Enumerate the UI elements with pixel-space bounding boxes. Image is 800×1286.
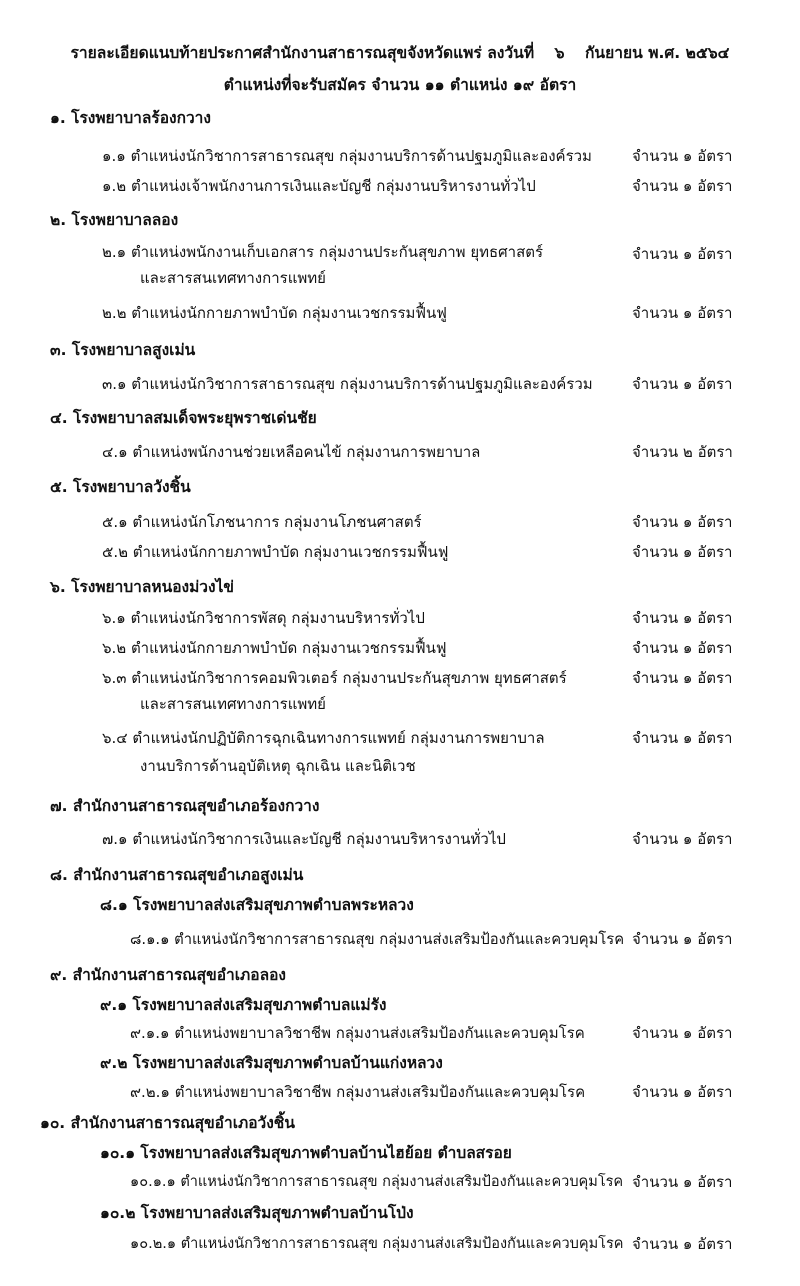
item-text: ๙.๒.๑ ตำแหน่งพยาบาลวิชาชีพ กลุ่มงานส่งเสริมป้องกันและควบคุมโรค — [130, 1083, 586, 1101]
item-qty: จำนวน ๑ อัตรา — [632, 147, 733, 165]
item-qty: จำนวน ๑ อัตรา — [632, 729, 733, 747]
item-text-cont: งานบริการด้านอุบัติเหตุ ฉุกเฉิน และนิติเวช — [140, 757, 416, 775]
item-qty: จำนวน ๑ อัตรา — [632, 543, 733, 561]
document-subtitle: ตำแหน่งที่จะรับสมัคร จำนวน ๑๑ ตำแหน่ง ๑๙ อัตรา — [223, 76, 577, 94]
item-text: ๓.๑ ตำแหน่งนักวิชาการสาธารณสุข กลุ่มงานบริการด้านปฐมภูมิและองค์รวม — [102, 375, 593, 393]
section-title: ๖. โรงพยาบาลหนองม่วงไข่ — [50, 578, 234, 596]
item-qty: จำนวน ๑ อัตรา — [632, 1235, 733, 1253]
item-text: ๖.๓ ตำแหน่งนักวิชาการคอมพิวเตอร์ กลุ่มงานประกันสุขภาพ ยุทธศาสตร์ — [102, 669, 567, 687]
item-text: ๔.๑ ตำแหน่งพนักงานช่วยเหลือคนไข้ กลุ่มงานการพยาบาล — [102, 443, 481, 461]
item-text-cont: และสารสนเทศทางการแพทย์ — [140, 269, 326, 287]
section-title: ๔. โรงพยาบาลสมเด็จพระยุพราชเด่นชัย — [50, 409, 317, 427]
item-text: ๑.๒ ตำแหน่งเจ้าพนักงานการเงินและบัญชี กลุ่มงานบริหารงานทั่วไป — [102, 177, 536, 195]
item-text: ๘.๑.๑ ตำแหน่งนักวิชาการสาธารณสุข กลุ่มงานส่งเสริมป้องกันและควบคุมโรค — [130, 931, 625, 948]
item-text: ๗.๑ ตำแหน่งนักวิชาการเงินและบัญชี กลุ่มงานบริหารงานทั่วไป — [102, 830, 506, 848]
item-text: ๖.๒ ตำแหน่งนักกายภาพบำบัด กลุ่มงานเวชกรรมฟื้นฟู — [102, 639, 447, 657]
item-qty: จำนวน ๑ อัตรา — [632, 245, 733, 263]
section-title: ๗. สำนักงานสาธารณสุขอำเภอร้องกวาง — [50, 797, 320, 815]
section-title: ๕. โรงพยาบาลวังชิ้น — [50, 478, 191, 496]
subsection-title: ๘.๑ โรงพยาบาลส่งเสริมสุขภาพตำบลพระหลวง — [100, 896, 414, 914]
section-title: ๙. สำนักงานสาธารณสุขอำเภอลอง — [50, 966, 286, 984]
item-qty: จำนวน ๑ อัตรา — [632, 930, 733, 948]
item-qty: จำนวน ๑ อัตรา — [632, 639, 733, 657]
item-text: ๑๐.๒.๑ ตำแหน่งนักวิชาการสาธารณสุข กลุ่มงานส่งเสริมป้องกันและควบคุมโรค — [130, 1236, 624, 1252]
item-qty: จำนวน ๑ อัตรา — [632, 1024, 733, 1042]
item-text-cont: และสารสนเทศทางการแพทย์ — [140, 695, 326, 713]
section-title: ๓. โรงพยาบาลสูงเม่น — [50, 341, 196, 359]
item-text: ๖.๑ ตำแหน่งนักวิชาการพัสดุ กลุ่มงานบริหารทั่วไป — [102, 609, 425, 627]
section-title: ๑. โรงพยาบาลร้องกวาง — [50, 109, 211, 127]
title-suffix: กันยายน พ.ศ. ๒๕๖๔ — [584, 44, 730, 62]
section-title: ๑๐. สำนักงานสาธารณสุขอำเภอวังชิ้น — [40, 1114, 295, 1132]
title-day: ๖ — [554, 44, 565, 62]
item-qty: จำนวน ๑ อัตรา — [632, 375, 733, 393]
item-text: ๒.๑ ตำแหน่งพนักงานเก็บเอกสาร กลุ่มงานประกันสุขภาพ ยุทธศาสตร์ — [102, 243, 544, 261]
document-title — [0, 40, 800, 65]
subsection-title: ๙.๒ โรงพยาบาลส่งเสริมสุขภาพตำบลบ้านแก่งหลวง — [100, 1054, 443, 1072]
item-qty: จำนวน ๑ อัตรา — [632, 669, 733, 687]
item-qty: จำนวน ๑ อัตรา — [632, 177, 733, 195]
item-text: ๖.๔ ตำแหน่งนักปฏิบัติการฉุกเฉินทางการแพทย์ กลุ่มงานการพยาบาล — [102, 729, 545, 747]
item-text: ๑.๑ ตำแหน่งนักวิชาการสาธารณสุข กลุ่มงานบริการด้านปฐมภูมิและองค์รวม — [102, 147, 592, 165]
item-qty: จำนวน ๑ อัตรา — [632, 1083, 733, 1101]
item-text: ๒.๒ ตำแหน่งนักกายภาพบำบัด กลุ่มงานเวชกรรมฟื้นฟู — [102, 304, 447, 322]
item-qty: จำนวน ๒ อัตรา — [632, 443, 733, 461]
item-qty: จำนวน ๑ อัตรา — [632, 830, 733, 848]
item-qty: จำนวน ๑ อัตรา — [632, 304, 733, 322]
subsection-title: ๙.๑ โรงพยาบาลส่งเสริมสุขภาพตำบลแม่รัง — [100, 996, 387, 1014]
section-title: ๒. โรงพยาบาลลอง — [50, 211, 179, 229]
item-text: ๑๐.๑.๑ ตำแหน่งนักวิชาการสาธารณสุข กลุ่มงานส่งเสริมป้องกันและควบคุมโรค — [130, 1174, 624, 1190]
item-text: ๕.๑ ตำแหน่งนักโภชนาการ กลุ่มงานโภชนศาสตร์ — [102, 513, 422, 531]
title-prefix: รายละเอียดแนบท้ายประกาศสำนักงานสาธารณสุขจังหวัดแพร่ ลงวันที่ — [70, 44, 535, 62]
subsection-title: ๑๐.๑ โรงพยาบาลส่งเสริมสุขภาพตำบลบ้านไฮย้อย ตำบลสรอย — [100, 1144, 512, 1162]
subsection-title: ๑๐.๒ โรงพยาบาลส่งเสริมสุขภาพตำบลบ้านโป่ง — [100, 1204, 414, 1222]
section-title: ๘. สำนักงานสาธารณสุขอำเภอสูงเม่น — [50, 866, 304, 884]
item-qty: จำนวน ๑ อัตรา — [632, 1173, 733, 1191]
item-qty: จำนวน ๑ อัตรา — [632, 513, 733, 531]
item-text: ๕.๒ ตำแหน่งนักกายภาพบำบัด กลุ่มงานเวชกรรมฟื้นฟู — [102, 543, 449, 561]
item-text: ๙.๑.๑ ตำแหน่งพยาบาลวิชาชีพ กลุ่มงานส่งเสริมป้องกันและควบคุมโรค — [130, 1024, 585, 1042]
item-qty: จำนวน ๑ อัตรา — [632, 609, 733, 627]
